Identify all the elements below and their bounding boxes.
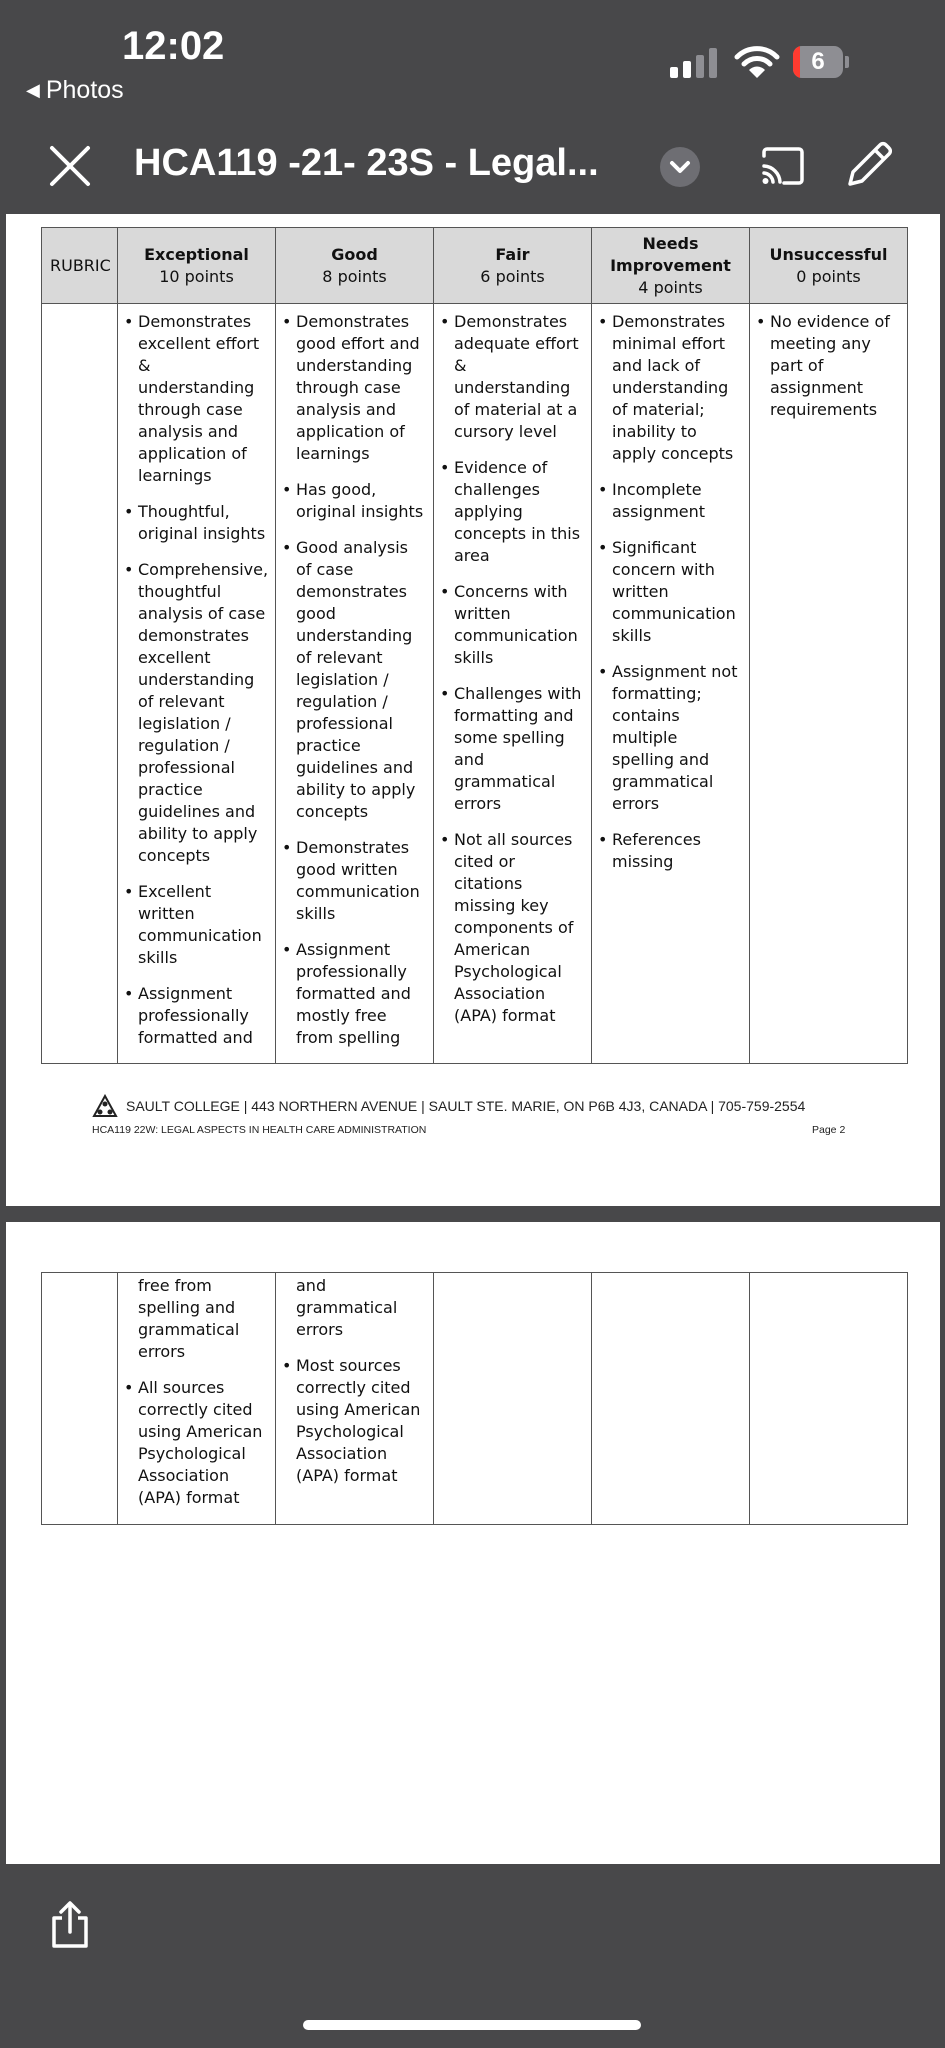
airplay-cast-icon[interactable]	[760, 146, 806, 186]
college-logo-icon	[92, 1094, 118, 1120]
header-needs-improvement: Needs Improvement 4 points	[592, 228, 750, 304]
list-item: • All sources correctly cited using American Psychological Association (APA) format	[124, 1377, 269, 1509]
header-exceptional: Exceptional 10 points	[118, 228, 276, 304]
list-item: • Assignment not formatting; contains multiple spelling and grammatical errors	[598, 661, 743, 815]
cell-needs-improvement	[592, 1273, 750, 1525]
rubric-empty-cell	[42, 304, 118, 1064]
list-item: • No evidence of meeting any part of assignment requirements	[756, 311, 901, 421]
page-number: Page 2	[812, 1124, 846, 1136]
rubric-criteria-row	[42, 1273, 908, 1525]
cell-unsuccessful	[750, 1273, 908, 1525]
list-item: • Has good, original insights	[282, 479, 427, 523]
cell-fair	[434, 304, 592, 1064]
rubric-criteria-row	[42, 304, 908, 1064]
edit-pencil-icon[interactable]	[844, 140, 892, 190]
rubric-table	[41, 227, 908, 1064]
rubric-empty-cell	[42, 1273, 118, 1525]
rubric-header-row	[42, 228, 908, 304]
cell-needs-improvement	[592, 304, 750, 1064]
document-title: HCA119 -21- 23S - Legal...	[134, 142, 599, 184]
home-indicator[interactable]	[303, 2020, 641, 2030]
footer-course: HCA119 22W: LEGAL ASPECTS IN HEALTH CARE ADMINISTRATION	[92, 1124, 427, 1136]
back-triangle-icon: ◀	[26, 80, 40, 100]
list-item: • Demonstrates adequate effort & understanding of material at a cursory level	[440, 311, 585, 443]
list-item: • Comprehensive, thoughtful analysis of case demonstrates excellent understanding of relevant legislation / regulation / professional practice guidelines and ability to apply concepts	[124, 559, 269, 867]
cell-good	[276, 1273, 434, 1525]
cell-fair	[434, 1273, 592, 1525]
list-item: • Excellent written communication skills	[124, 881, 269, 969]
battery-indicator	[793, 46, 849, 78]
cell-good	[276, 304, 434, 1064]
list-item: • Demonstrates good written communication skills	[282, 837, 427, 925]
cell-exceptional	[118, 1273, 276, 1525]
list-item: • Concerns with written communication skills	[440, 581, 585, 669]
rubric-table-continued	[41, 1272, 908, 1525]
list-item: • Demonstrates good effort and understanding through case analysis and application of learnings	[282, 311, 427, 465]
list-item: • Assignment professionally formatted and	[124, 983, 269, 1049]
header-good: Good 8 points	[276, 228, 434, 304]
chevron-down-icon	[660, 147, 700, 187]
list-item: • Demonstrates excellent effort & understanding through case analysis and application of learnings	[124, 311, 269, 487]
header-fair: Fair 6 points	[434, 228, 592, 304]
share-icon[interactable]	[48, 1900, 92, 1950]
close-icon[interactable]	[48, 144, 92, 188]
list-item: • Assignment professionally formatted and mostly free from spelling	[282, 939, 427, 1049]
list-item: • References missing	[598, 829, 743, 873]
list-item: • Evidence of challenges applying concepts in this area	[440, 457, 585, 567]
rubric-header: RUBRIC	[42, 228, 118, 304]
document-page-1	[6, 214, 940, 1206]
battery-level: 6	[811, 48, 825, 75]
status-time: 12:02	[122, 24, 225, 68]
list-item: • Challenges with formatting and some spelling and grammatical errors	[440, 683, 585, 815]
title-dropdown-button[interactable]	[660, 147, 700, 187]
list-item: • Significant concern with written communication skills	[598, 537, 743, 647]
back-to-photos-link[interactable]	[26, 76, 124, 105]
list-item-continued: free from spelling and grammatical errors	[138, 1276, 240, 1361]
back-label: Photos	[45, 76, 124, 104]
cellular-signal-icon	[670, 48, 720, 78]
cell-exceptional	[118, 304, 276, 1064]
list-item: • Incomplete assignment	[598, 479, 743, 523]
list-item: • Good analysis of case demonstrates good understanding of relevant legislation / regulation / professional practice guidelines and ability to apply concepts	[282, 537, 427, 823]
wifi-icon	[734, 44, 780, 80]
cell-unsuccessful	[750, 304, 908, 1064]
list-item-continued: and grammatical errors	[296, 1276, 398, 1339]
header-unsuccessful: Unsuccessful 0 points	[750, 228, 908, 304]
list-item: • Thoughtful, original insights	[124, 501, 269, 545]
list-item: • Most sources correctly cited using American Psychological Association (APA) format	[282, 1355, 427, 1487]
footer-address: SAULT COLLEGE | 443 NORTHERN AVENUE | SAULT STE. MARIE, ON P6B 4J3, CANADA | 705-759-2554	[126, 1098, 806, 1114]
document-page-2	[6, 1222, 940, 1864]
list-item: • Not all sources cited or citations missing key components of American Psychological Association (APA) format	[440, 829, 585, 1027]
list-item: • Demonstrates minimal effort and lack of understanding of material; inability to apply concepts	[598, 311, 743, 465]
